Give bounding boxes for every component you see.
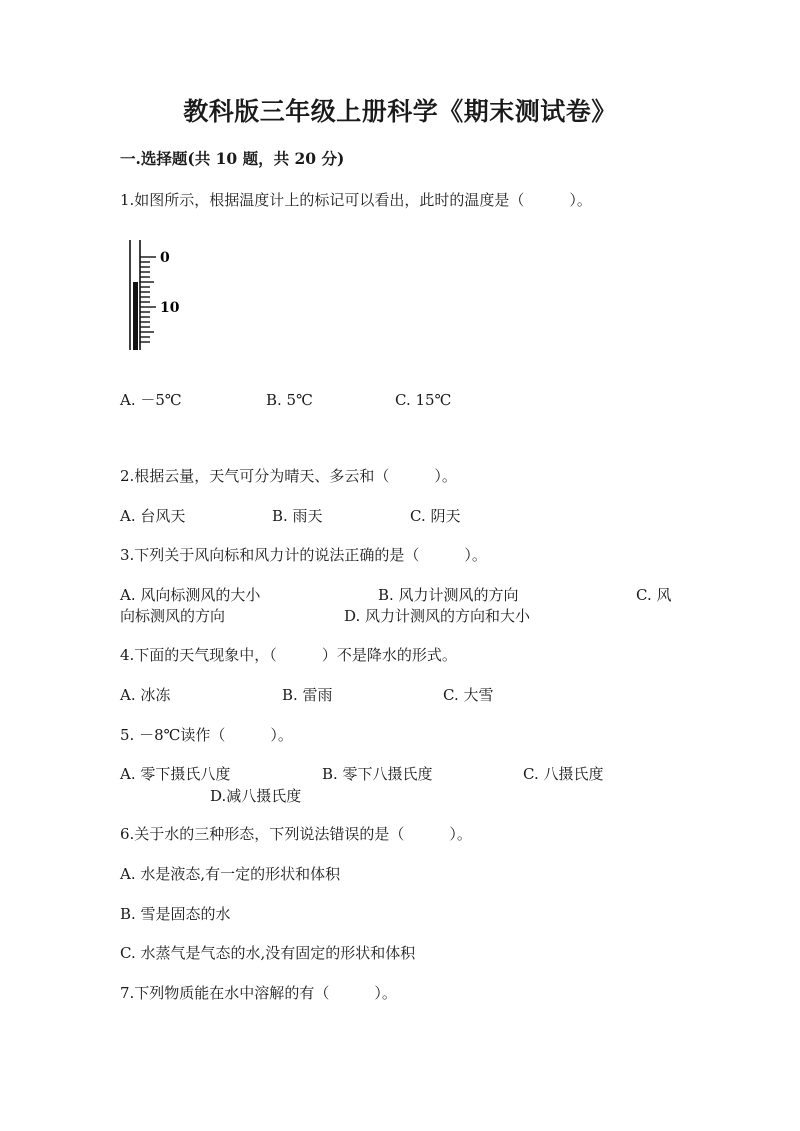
q5-option-b: B. 零下八摄氏度 [322,765,433,783]
q3-option-d: D. 风力计测风的方向和大小 [344,607,531,625]
q2-option-c: C. 阴天 [410,507,461,525]
question-4-stem: 4.下面的天气现象中，（ ）不是降水的形式。 [120,646,457,664]
question-1-stem: 1.如图所示，根据温度计上的标记可以看出，此时的温度是（ ）。 [120,191,592,209]
question-2-stem: 2.根据云量，天气可分为晴天、多云和（ ）。 [120,467,457,485]
q4-option-c: C. 大雪 [443,686,494,704]
q1-option-c: C. 15℃ [395,391,452,409]
q1-option-b: B. 5℃ [266,391,313,409]
q5-option-a: A. 零下摄氏八度 [120,765,231,783]
q5-option-c: C. 八摄氏度 [523,765,604,783]
q2-option-a: A. 台风天 [120,507,186,525]
section-heading: 一.选择题(共 10 题，共 20 分) [120,149,345,168]
q3-option-b: B. 风力计测风的方向 [378,586,519,604]
q1-option-a: A. －5℃ [120,391,182,409]
thermometer-label-10: 10 [160,300,180,316]
q3-option-c-end: 向标测风的方向 [120,607,226,625]
q3-option-a: A. 风向标测风的大小 [120,586,261,604]
q5-option-d: D.减八摄氏度 [210,787,302,805]
q3-option-c-start: C. 风 [636,586,672,604]
question-5-stem: 5. －8℃读作（ ）。 [120,726,293,744]
question-7-stem: 7.下列物质能在水中溶解的有（ ）。 [120,984,397,1002]
thermometer-label-0: 0 [160,250,170,266]
q6-option-a: A. 水是液态,有一定的形状和体积 [120,865,341,883]
q6-option-c: C. 水蒸气是气态的水,没有固定的形状和体积 [120,944,416,962]
page-title: 教科版三年级上册科学《期末测试卷》 [183,97,617,126]
q2-option-b: B. 雨天 [272,507,323,525]
q4-option-a: A. 冰冻 [120,686,171,704]
question-6-stem: 6.关于水的三种形态，下列说法错误的是（ ）。 [120,825,472,843]
question-3-stem: 3.下列关于风向标和风力计的说法正确的是（ ）。 [120,546,487,564]
q6-option-b: B. 雪是固态的水 [120,905,231,923]
q4-option-b: B. 雷雨 [282,686,333,704]
thermometer-figure [126,238,196,354]
